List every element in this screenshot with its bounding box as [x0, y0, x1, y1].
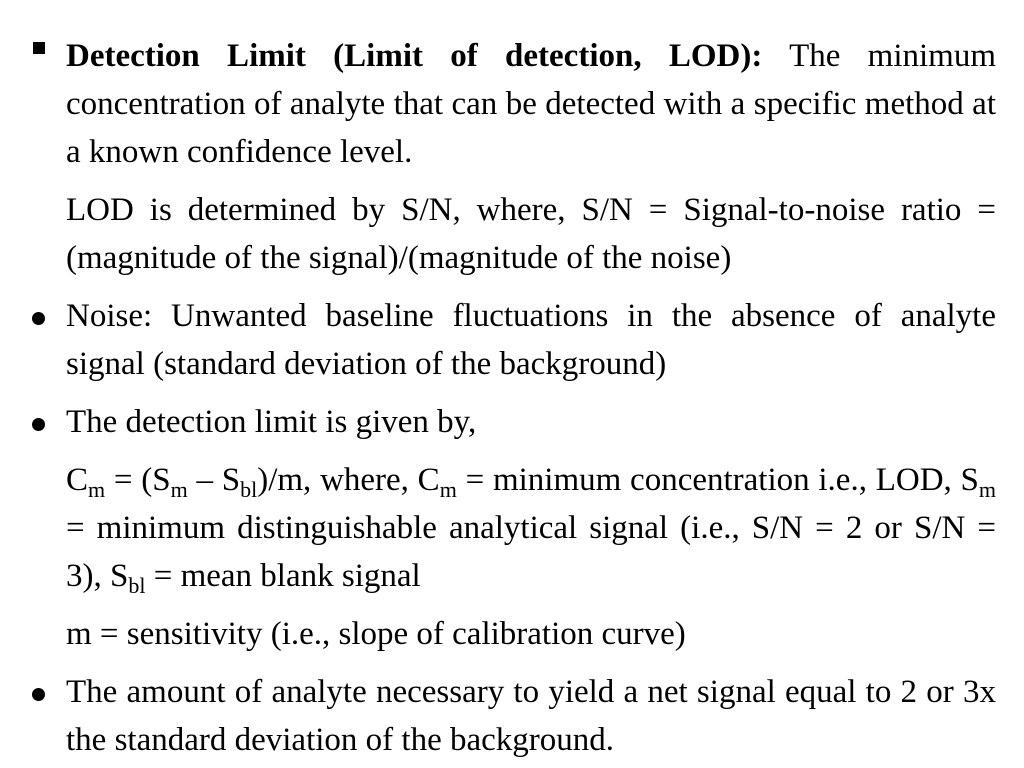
- subscript-m: m: [439, 477, 457, 502]
- formula-eq-open: = (S: [105, 462, 171, 498]
- bullet-detection-limit: [28, 32, 996, 176]
- formula-paragraph: [66, 456, 996, 600]
- formula-mean-blank: = mean blank signal: [145, 558, 421, 594]
- bullet-text: Noise: Unwanted baseline fluctuations in the absence of analyte signal (standard deviation of the background): [66, 298, 996, 382]
- subscript-bl: bl: [128, 573, 146, 598]
- subscript-m: m: [88, 477, 106, 502]
- bullet-noise: [28, 292, 996, 388]
- lod-paragraph: LOD is determined by S/N, where, S/N = Signal-to-noise ratio = (magnitude of the signal)/(magnitude of the noise): [66, 192, 996, 276]
- formula-c: C: [66, 462, 89, 498]
- bullet-text: The detection limit is given by,: [66, 404, 477, 440]
- definition-detection-limit: The minimum concentration of analyte that can be detected with a specific method at a known confidence level.: [66, 38, 996, 170]
- subscript-bl: bl: [240, 477, 258, 502]
- square-bullet-icon: [28, 32, 66, 80]
- sensitivity-paragraph: m = sensitivity (i.e., slope of calibration curve): [66, 616, 686, 652]
- bullet-text: [66, 32, 996, 176]
- formula-minus: – S: [187, 462, 241, 498]
- term-detection-limit: Detection Limit (Limit of detection, LOD):: [66, 38, 763, 74]
- bullet-net-signal: [28, 668, 996, 764]
- formula-close-where: )/m, where, C: [257, 462, 440, 498]
- round-bullet-icon: [28, 292, 66, 340]
- round-bullet-icon: [28, 398, 66, 446]
- formula-min-signal: = minimum distinguishable analytical signal (i.e., S/N = 2 or S/N = 3), S: [66, 510, 996, 594]
- formula-min-conc: = minimum concentration i.e., LOD, S: [456, 462, 979, 498]
- bullet-text: The amount of analyte necessary to yield a net signal equal to 2 or 3x the standard deviation of the background.: [66, 674, 996, 758]
- subscript-m: m: [978, 477, 997, 502]
- round-bullet-icon: [28, 668, 66, 716]
- subscript-m: m: [170, 477, 188, 502]
- bullet-detection-limit-formula: [28, 398, 996, 446]
